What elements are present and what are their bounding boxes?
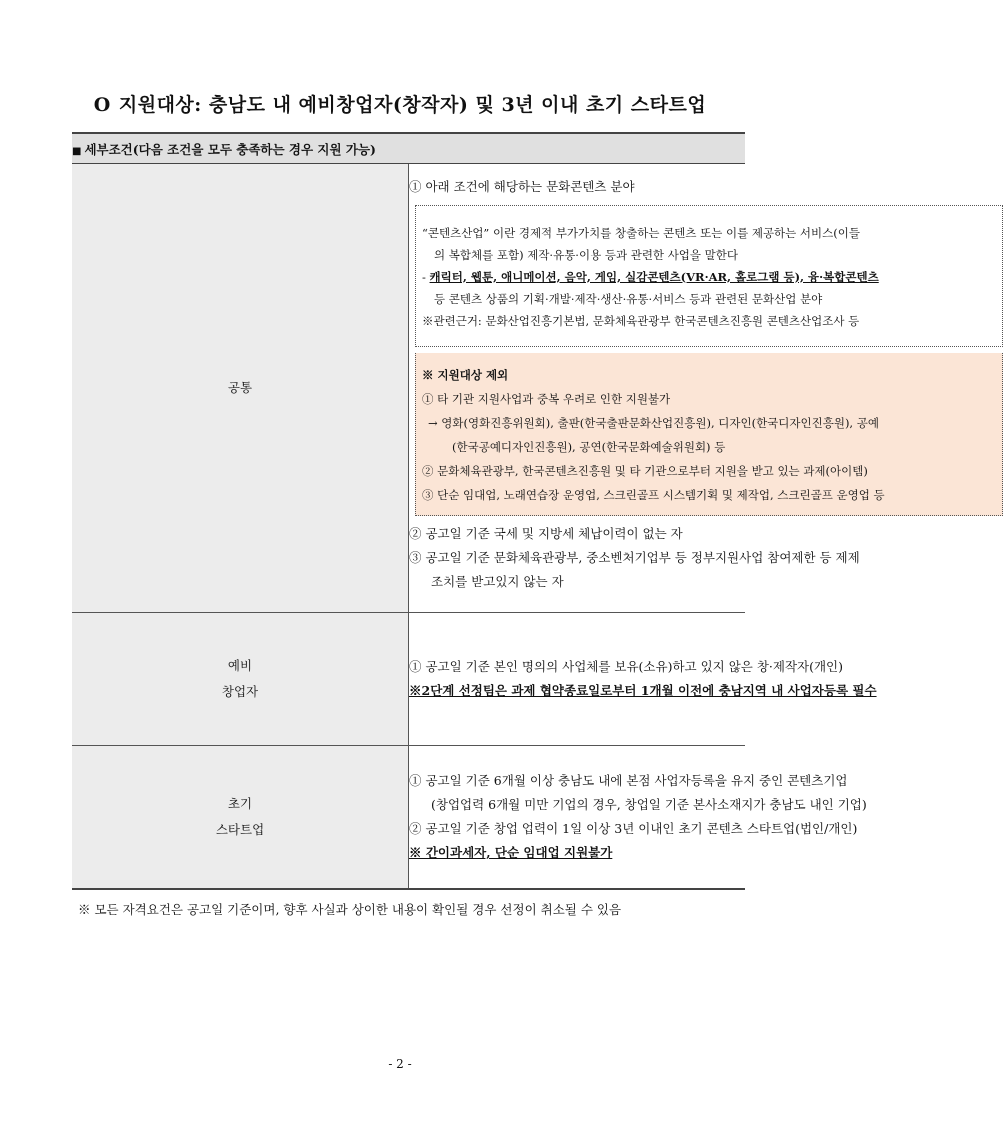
early-startup-item-1-sub: (창업업력 6개월 미만 기업의 경우, 창업일 기준 본사소재지가 충남도 내인 기업)	[431, 797, 867, 812]
definition-fields-text: 캐릭터, 웹툰, 애니메이션, 음악, 게임, 실감콘텐츠(VR·AR, 홀로그램 등), 융·복합콘텐츠	[429, 269, 879, 284]
early-startup-content	[409, 746, 867, 890]
footnote: ※ 모든 자격요건은 공고일 기준이며, 향후 사실과 상이한 내용이 확인될 경우 선정이 취소될 수 있음	[78, 902, 622, 917]
early-startup-item-1: ① 공고일 기준 6개월 이상 충남도 내에 본점 사업자등록을 유지 중인 콘텐츠기업	[409, 773, 848, 788]
section-title	[0, 90, 800, 117]
early-startup-item-2: ② 공고일 기준 창업 업력이 1일 이상 3년 이내인 초기 콘텐츠 스타트업(법인/개인)	[409, 821, 858, 836]
early-startup-note: ※ 간이과세자, 단순 임대업 지원불가	[409, 845, 613, 860]
common-item-3-line-1: ③ 공고일 기준 문화체육관광부, 중소벤처기업부 등 정부지원사업 참여제한 등 제제	[409, 549, 860, 565]
pre-founder-row	[72, 613, 745, 746]
early-startup-label	[72, 746, 409, 890]
common-row	[72, 164, 745, 613]
early-startup-label-line-2: 스타트업	[215, 822, 265, 837]
definition-line-4: 등 콘텐츠 상품의 기획·개발·제작·생산·유통·서비스 등과 관련된 문화산업 분야	[434, 291, 823, 306]
exclusion-line-1: ① 타 기관 지원사업과 중복 우려로 인한 지원불가	[422, 391, 671, 406]
early-startup-row	[72, 746, 745, 890]
page-number: - 2 -	[388, 1057, 412, 1071]
common-item-2: ② 공고일 기준 국세 및 지방세 체납이력이 없는 자	[409, 525, 683, 541]
table-header-row	[72, 133, 745, 164]
common-item-3-line-2: 조치를 받고있지 않는 자	[431, 573, 564, 589]
definition-box	[415, 205, 1003, 347]
definition-dash: -	[422, 269, 430, 284]
exclusion-line-3: (한국공예디자인진흥원), 공연(한국문화예술위원회) 등	[452, 439, 726, 454]
table-header-text: 세부조건(다음 조건을 모두 충족하는 경우 지원 가능)	[84, 141, 376, 157]
exclusion-line-4: ② 문화체육관광부, 한국콘텐츠진흥원 및 타 기관으로부터 지원을 받고 있는 과제(아이템)	[422, 463, 868, 478]
common-item-1: ① 아래 조건에 해당하는 문화콘텐츠 분야	[409, 178, 635, 194]
table-header	[72, 133, 745, 164]
pre-founder-label	[72, 613, 409, 746]
exclusion-line-5: ③ 단순 임대업, 노래연습장 운영업, 스크린골프 시스템기획 및 제작업, 스크린골프 운영업 등	[422, 487, 885, 502]
pre-founder-content	[409, 613, 877, 746]
pre-founder-note: ※2단계 선정팀은 과제 협약종료일로부터 1개월 이전에 충남지역 내 사업자등록 필수	[409, 683, 877, 698]
section-title-text: 지원대상: 충남도 내 예비창업자(창작자) 및 3년 이내 초기 스타트업	[118, 94, 707, 116]
definition-line-3	[422, 266, 996, 288]
definition-line-2: 의 복합체를 포함) 제작·유통·이용 등과 관련한 사업을 말한다	[434, 247, 738, 262]
exclusion-line-2: → 영화(영화진흥위원회), 출판(한국출판문화산업진흥원), 디자인(한국디자인진흥원), 공예	[428, 415, 879, 430]
circle-bullet-icon: O	[93, 94, 111, 116]
square-bullet-icon: ■	[72, 145, 82, 157]
early-startup-label-line-1: 초기	[227, 796, 253, 811]
pre-founder-label-line-2: 창업자	[221, 684, 259, 699]
common-label-text: 공통	[227, 380, 253, 395]
eligibility-table	[72, 132, 885, 890]
exclusion-box	[415, 353, 1003, 516]
exclusion-heading: ※ 지원대상 제외	[422, 367, 509, 382]
common-label	[72, 164, 409, 613]
definition-line-1: “콘텐츠산업” 이란 경제적 부가가치를 창출하는 콘텐츠 또는 이를 제공하는 서비스(이들	[422, 225, 860, 240]
definition-line-5: ※관련근거: 문화산업진흥기본법, 문화체육관광부 한국콘텐츠진흥원 콘텐츠산업조사 등	[422, 313, 860, 328]
common-content	[409, 164, 885, 613]
pre-founder-item-1: ① 공고일 기준 본인 명의의 사업체를 보유(소유)하고 있지 않은 창·제작자(개인)	[409, 659, 843, 674]
pre-founder-label-line-1: 예비	[227, 658, 253, 673]
